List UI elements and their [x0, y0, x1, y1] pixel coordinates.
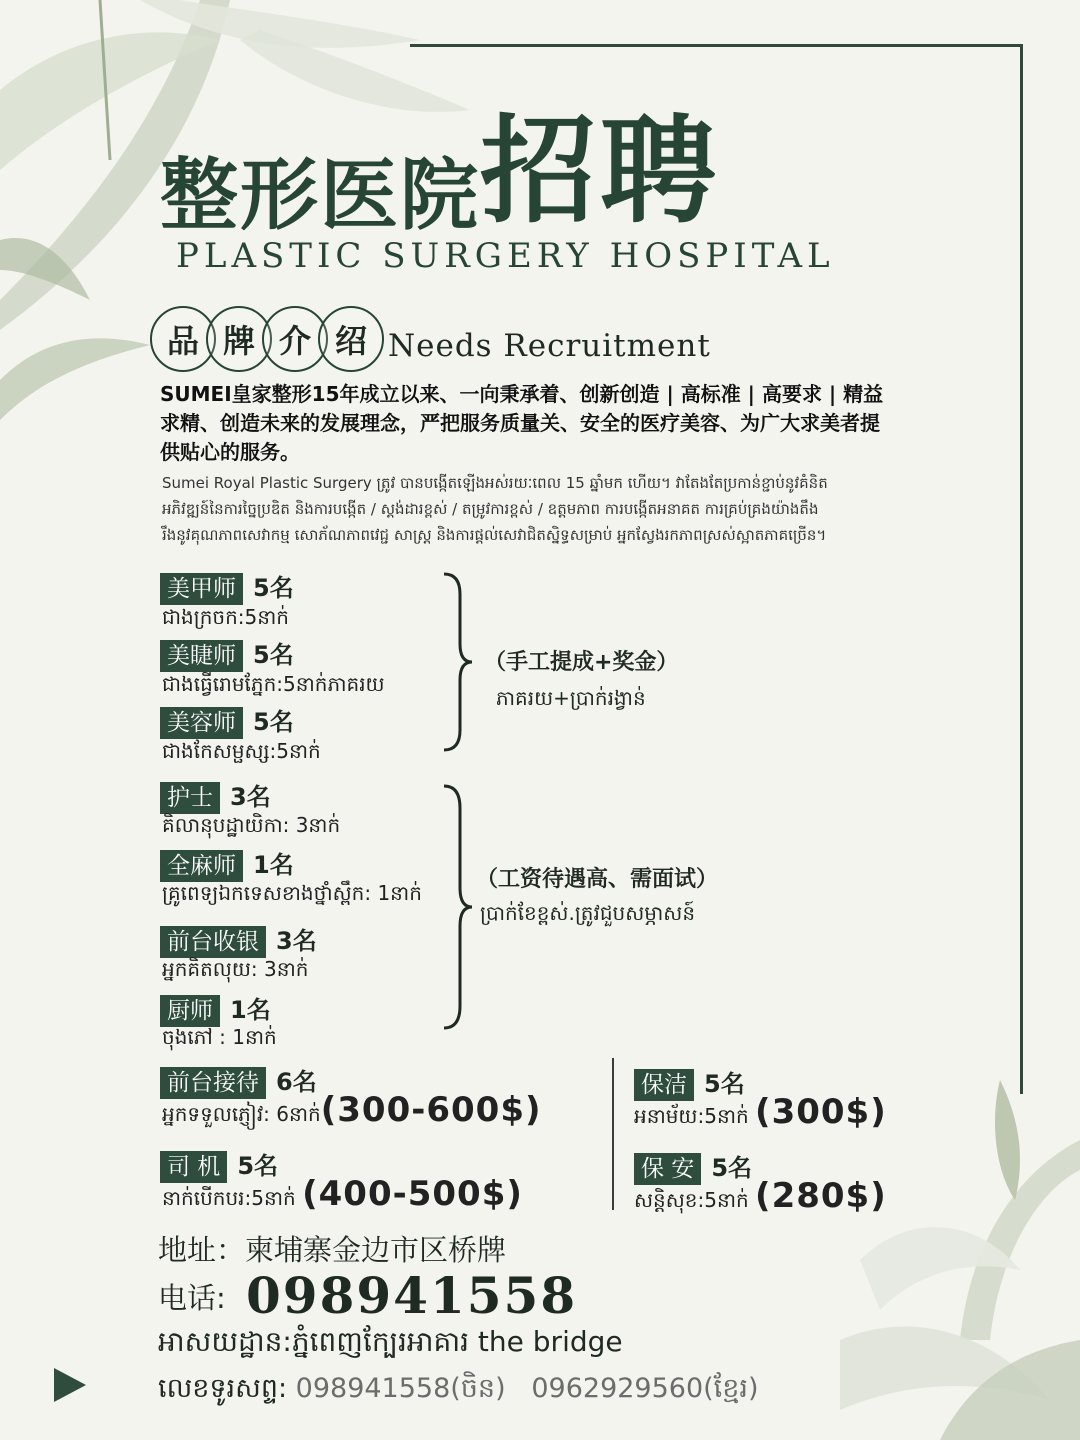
job-count: 5名 — [704, 1070, 745, 1098]
address-cn: 地址：柬埔寨金边市区桥牌 — [158, 1233, 507, 1267]
job-count: 5名 — [237, 1152, 279, 1180]
job-km-salary — [634, 1176, 887, 1217]
job-km-salary — [162, 1174, 523, 1215]
group2-note-km: ប្រាក់ខែខ្ពស់.ត្រូវជួបសម្ភាសន៍ — [480, 901, 696, 925]
job-nurse — [160, 777, 271, 814]
address-km: អាសយដ្ឋាន:ភ្នំពេញក្បែរអាគារ the bridge — [158, 1325, 623, 1358]
group1-note-km: ភាគរយ+ប្រាក់រង្វាន់ — [496, 686, 646, 710]
brand-circle: 介 — [262, 306, 328, 372]
phone-list-km — [158, 1372, 759, 1411]
phone-chinese[interactable]: 098941558(ចិន) — [287, 1373, 506, 1404]
phone-label-km: លេខទូរសព្ទ: — [158, 1373, 288, 1404]
job-km-salary — [162, 1090, 542, 1131]
job-km-text: ចុងភៅ : 1នាក់ — [162, 1025, 277, 1049]
job-km-text: គ្រូពេទ្យឯកទេសខាងថ្នាំស្ពឹក: 1នាក់ — [162, 881, 422, 905]
needs-recruitment-heading: Needs Recruitment — [388, 328, 711, 364]
job-count: 6名 — [276, 1068, 317, 1096]
job-cashier — [160, 921, 317, 958]
job-count: 3名 — [230, 783, 271, 811]
job-km-text: សន្តិសុខ:5នាក់ — [634, 1188, 749, 1212]
job-title-badge: 前台接待 — [160, 1067, 266, 1099]
job-km-text: គិលានុបដ្ឋាយិកា: 3នាក់ — [162, 813, 341, 837]
job-title-badge: 前台收银 — [160, 926, 266, 958]
phone-number[interactable]: 098941558 — [246, 1266, 578, 1325]
title-main: 整形医院 — [160, 150, 481, 241]
lily-illustration-bottom-right — [820, 1080, 1080, 1440]
job-count: 1名 — [253, 851, 294, 879]
job-count: 5名 — [253, 574, 294, 602]
salary: (400-500$) — [302, 1174, 523, 1214]
job-beautician — [160, 702, 294, 739]
group2-note-cn: （工资待遇高、需面试） — [476, 867, 719, 892]
job-title-badge: 全麻师 — [160, 850, 243, 882]
job-title-badge: 厨师 — [160, 995, 220, 1027]
brand-circle: 绍 — [318, 306, 384, 372]
job-title-badge: 护士 — [160, 782, 220, 814]
job-km-text: នាក់បើកបរ:5នាក់ — [162, 1186, 296, 1210]
job-km-text: អនាម័យ:5នាក់ — [634, 1104, 749, 1128]
salary: (300-600$) — [320, 1090, 542, 1130]
job-km-text: ជាងក្រចក:5នាក់ — [162, 605, 289, 629]
intro-km-line: អភិវឌ្ឍន៍នៃការច្នៃប្រឌិត និងការបង្កើត / ស្តង់ដារខ្ពស់ / តម្រូវការខ្ពស់ / ឧត្តមភាព ការបង្កើតអនាគត ការគ្រប់គ្រងយ៉ាងតឹង — [162, 500, 819, 518]
job-title-badge: 保 安 — [634, 1153, 701, 1185]
brace-group1 — [440, 572, 476, 752]
intro-cn-line: 求精、创造未来的发展理念，严把服务质量关、安全的医疗美容、为广大求美者提 — [160, 411, 880, 435]
job-chef — [160, 990, 271, 1027]
job-title-badge: 美容师 — [160, 707, 243, 739]
column-divider — [612, 1058, 614, 1210]
job-count: 5名 — [253, 708, 294, 736]
job-count: 5名 — [711, 1154, 753, 1182]
salary: (280$) — [755, 1176, 887, 1216]
phone-label: 电话: — [158, 1281, 226, 1315]
phone-khmer[interactable]: 0962929560(ខ្មែរ) — [531, 1373, 759, 1404]
job-title-badge: 美睫师 — [160, 640, 243, 672]
intro-cn-line: SUMEI皇家整形15年成立以来、一向秉承着、创新创造 | 高标准 | 高要求 | 精益 — [160, 382, 884, 406]
frame-border-right — [1020, 44, 1023, 1094]
salary: (300$) — [755, 1092, 887, 1132]
job-nail-technician — [160, 568, 294, 605]
intro-km-line: រឹងនូវគុណភាពសេវាកម្ម សោភ័ណភាពវេជ្ជ សាស្ត្រ និងការផ្តល់សេវាជិតស្និទ្ធសម្រាប់ អ្នកស្វែងរកភាពស្រស់ស្អាតភាគច្រើន។ — [162, 526, 827, 544]
frame-border-top — [410, 44, 1022, 47]
intro-km-line: Sumei Royal Plastic Surgery ត្រូវ បានបង្កើតឡើងអស់រយៈពេល 15 ឆ្នាំមក ហើយ។ វាតែងតែប្រកាន់ខ្ជាប់នូវគំនិត — [162, 474, 828, 492]
brand-circle: 品 — [150, 306, 216, 372]
job-km-text: អ្នកគិតលុយ: 3នាក់ — [162, 957, 309, 981]
job-count: 3名 — [276, 927, 317, 955]
job-title-badge: 保洁 — [634, 1069, 694, 1101]
job-title-badge: 司 机 — [160, 1151, 227, 1183]
title-recruit: 招聘 — [480, 103, 721, 239]
page-subtitle: PLASTIC SURGERY HOSPITAL — [176, 236, 835, 276]
job-km-salary — [634, 1092, 887, 1133]
job-km-text: អ្នកទទួលភ្ញៀវ: 6នាក់ — [162, 1102, 321, 1126]
triangle-icon — [54, 1368, 86, 1402]
job-km-text: ជាងកែសម្ផស្ស:5នាក់ — [162, 739, 321, 763]
page-title — [160, 78, 720, 245]
intro-cn-line: 供贴心的服务。 — [160, 440, 300, 464]
group1-note-cn: （手工提成+奖金） — [484, 650, 679, 675]
job-km-text: ជាងធ្វើរោមភ្នែក:5នាក់ភាគរយ — [162, 672, 385, 696]
job-anesthetist — [160, 845, 294, 882]
brand-circle: 牌 — [206, 306, 272, 372]
intro-chinese — [160, 380, 960, 467]
job-title-badge: 美甲师 — [160, 573, 243, 605]
intro-khmer — [162, 470, 962, 548]
job-lash-technician — [160, 635, 294, 672]
job-count: 1名 — [230, 996, 271, 1024]
job-count: 5名 — [253, 641, 294, 669]
brace-group2 — [440, 784, 476, 1030]
brand-intro-heading — [150, 306, 374, 372]
